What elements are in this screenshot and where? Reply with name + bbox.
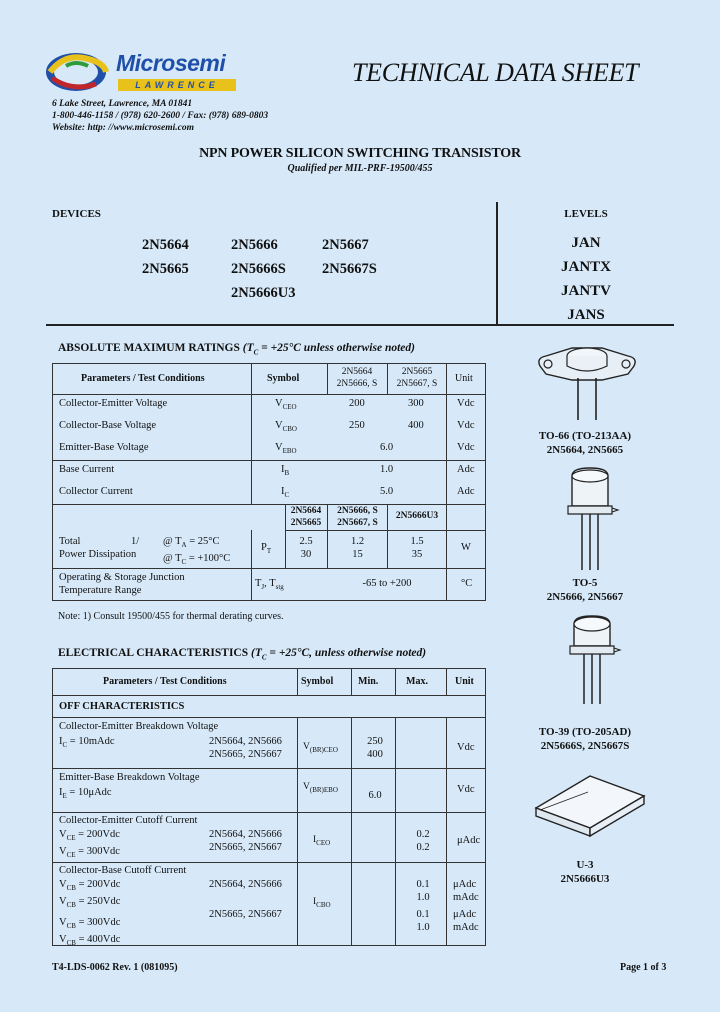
package-name: TO-39 (TO-205AD) <box>538 726 632 738</box>
symbol: $T_J$, $T_{stg}$ <box>255 578 284 592</box>
abs-subhdr-b: 2N5666, S 2N5667, S <box>337 506 378 528</box>
off-characteristics: OFF CHARACTERISTICS <box>59 701 185 712</box>
elec-title-text: ELECTRICAL CHARACTERISTICS <box>58 647 249 659</box>
microsemi-logo-icon <box>44 50 114 94</box>
param-label: Collector-Emitter Breakdown Voltage <box>59 721 219 732</box>
package-name: U-3 <box>576 859 594 871</box>
value-1: 200 <box>349 398 365 409</box>
level-jantx: JANTX <box>560 259 611 275</box>
unit: °C <box>461 578 473 589</box>
to66-package-icon <box>532 338 642 428</box>
logo-sub-text: LAWRENCE <box>135 80 219 90</box>
abs-hdr-unit: Unit <box>455 373 473 384</box>
abs-subhdr-c: 2N5666U3 <box>395 511 439 521</box>
device-col-3 <box>322 233 377 281</box>
unit: Adc <box>457 464 475 475</box>
device-2n5666u3: 2N5666U3 <box>231 285 296 301</box>
min-values: 250 400 <box>367 736 383 760</box>
abs-hdr-symbol: Symbol <box>267 373 300 384</box>
package-name: TO-5 <box>572 577 598 589</box>
package-parts: 2N5666U3 <box>560 873 610 885</box>
values-b: 1.2 15 <box>350 536 365 560</box>
package-to5-label <box>520 576 650 604</box>
symbol: $V_{(BR)EBO}$ <box>303 782 338 794</box>
abs-subhdr-a: 2N5664 2N5665 <box>290 506 322 528</box>
package-to39-label <box>520 725 650 753</box>
values-c: 1.5 35 <box>410 536 424 560</box>
level-jantv: JANTV <box>560 283 611 299</box>
symbol: $P_T$ <box>261 542 272 556</box>
abs-hdr-param: Parameters / Test Conditions <box>81 373 205 384</box>
unit: Adc <box>457 486 475 497</box>
package-u3-label <box>520 858 650 886</box>
device-2n5664: 2N5664 <box>142 237 189 253</box>
symbol: $V_{EBO}$ <box>275 442 297 456</box>
condition: $V_{CB} = 200Vdc$ $V_{CB} = 250Vdc$ $V_{CB} = 300Vdc$ $V_{CB} = 400Vdc$ <box>59 879 121 948</box>
max-values: 0.1 1.0 0.1 1.0 <box>416 879 430 933</box>
devices: 2N5664, 2N5666 2N5665, 2N5667 <box>209 829 282 853</box>
devices-1: 2N5664, 2N5666 <box>209 879 282 890</box>
package-parts: 2N5666S, 2N5667S <box>540 740 630 752</box>
to5-package-icon <box>560 466 620 576</box>
unit: Vdc <box>457 784 475 795</box>
param-label: Base Current <box>59 464 115 475</box>
package-parts: 2N5666, 2N5667 <box>546 591 624 603</box>
value: -65 to +200 <box>362 578 412 589</box>
address-line: 6 Lake Street, Lawrence, MA 01841 <box>52 99 193 109</box>
abs-max-title-text: ABSOLUTE MAXIMUM RATINGS <box>58 342 240 354</box>
unit: W <box>461 542 471 553</box>
symbol: $I_C$ <box>281 486 290 500</box>
devices: 2N5664, 2N5666 2N5665, 2N5667 <box>209 736 282 760</box>
abs-max-cond: ($T_C = +25^\circ C$ unless otherwise noted) <box>242 342 415 357</box>
level-jan: JAN <box>571 235 601 251</box>
condition: $I_C$ = 10mAdc <box>59 736 115 750</box>
note-ref: 1/ <box>131 536 140 547</box>
param-label: Collector-Emitter Voltage <box>59 398 168 409</box>
device-col-2 <box>231 233 295 305</box>
symbol: $V_{CEO}$ <box>275 398 297 412</box>
footer-doc-id: T4-LDS-0062 Rev. 1 (081095) <box>52 962 178 973</box>
qualification: Qualified per MIL-PRF-19500/455 <box>287 163 433 174</box>
device-2n5666s: 2N5666S <box>231 261 286 277</box>
param-label: Emitter-Base Breakdown Voltage <box>59 772 200 783</box>
to39-package-icon <box>562 612 622 712</box>
product-title: NPN POWER SILICON SWITCHING TRANSISTOR <box>199 146 521 161</box>
abs-max-note: Note: 1) Consult 19500/455 for thermal derating curves. <box>58 611 284 622</box>
footer-page: Page 1 of 3 <box>620 962 667 973</box>
units: μAdc mAdc μAdc mAdc <box>453 879 479 933</box>
symbol: $V_{(BR)CEO}$ <box>303 742 338 754</box>
elec-cond: ($T_C = +25^\circ C$, unless otherwise noted) <box>251 647 427 662</box>
abs-max-table <box>52 363 486 601</box>
company-address <box>52 98 268 134</box>
device-2n5665: 2N5665 <box>142 261 189 277</box>
param-label: Collector-Base Voltage <box>59 420 157 431</box>
elec-hdr-min: Min. <box>358 676 379 687</box>
condition: $I_E = 10\mu Adc$ <box>59 787 112 801</box>
logo-name: Microsemi <box>116 50 226 76</box>
level-jans: JANS <box>567 307 605 323</box>
condition: $V_{CE} = 200Vdc$ $V_{CE} = 300Vdc$ <box>59 829 120 860</box>
levels-label: LEVELS <box>564 208 608 220</box>
elec-hdr-max: Max. <box>406 676 428 687</box>
device-2n5667s: 2N5667S <box>322 261 377 277</box>
package-name: TO-66 (TO-213AA) <box>538 430 632 442</box>
abs-max-title <box>58 342 415 356</box>
elec-title <box>58 647 426 661</box>
levels-list <box>536 231 636 327</box>
value: 1.0 <box>380 464 394 475</box>
phone-line: 1-800-446-1158 / (978) 620-2600 / Fax: (978) 689-0803 <box>52 111 269 121</box>
value-2: 300 <box>408 398 424 409</box>
values-a: 2.5 30 <box>299 536 313 560</box>
u3-package-icon <box>530 768 650 840</box>
elec-table <box>52 668 486 946</box>
value-1: 250 <box>349 420 365 431</box>
package-to66-label <box>520 429 650 457</box>
device-2n5666: 2N5666 <box>231 237 278 253</box>
abs-hdr-dev2: 2N5665 2N5667, S <box>396 367 438 389</box>
unit: μAdc <box>457 835 481 846</box>
divider-vertical <box>496 202 498 324</box>
package-parts: 2N5664, 2N5665 <box>546 444 624 456</box>
device-2n5667: 2N5667 <box>322 237 369 253</box>
value: 6.0 <box>380 442 394 453</box>
device-col-1 <box>142 233 189 281</box>
symbol: $I_B$ <box>281 464 290 478</box>
abs-hdr-dev1: 2N5664 2N5666, S <box>336 367 378 389</box>
unit: Vdc <box>457 420 475 431</box>
param-label: Collector-Base Cutoff Current <box>59 865 187 876</box>
param-label: Operating & Storage Junction Temperature Range <box>59 572 185 596</box>
doc-title: TECHNICAL DATA SHEET <box>352 58 639 87</box>
param-label: Collector-Emitter Cutoff Current <box>59 815 198 826</box>
max-values: 0.2 0.2 <box>416 829 430 853</box>
min-value: 6.0 <box>368 790 382 801</box>
devices-2: 2N5665, 2N5667 <box>209 909 282 920</box>
symbol: $V_{CBO}$ <box>275 420 297 434</box>
unit: Vdc <box>457 742 475 753</box>
value-2: 400 <box>408 420 424 431</box>
logo-sub <box>118 79 236 91</box>
logo <box>44 50 244 94</box>
website-line: Website: http: //www.microsemi.com <box>52 123 194 133</box>
devices-label: DEVICES <box>52 208 101 220</box>
symbol: $I_{CBO}$ <box>313 897 331 909</box>
elec-hdr-unit: Unit <box>455 676 474 687</box>
unit: Vdc <box>457 442 475 453</box>
param-label: Total Power Dissipation <box>59 536 137 560</box>
value: 5.0 <box>380 486 394 497</box>
param-label: Collector Current <box>59 486 133 497</box>
condition: @ $T_A = 25^\circ C$ @ $T_C = +100^\circ C$ <box>163 536 231 567</box>
symbol: $I_{CEO}$ <box>313 835 331 847</box>
elec-hdr-symbol: Symbol <box>301 676 334 687</box>
unit: Vdc <box>457 398 475 409</box>
elec-hdr-param: Parameters / Test Conditions <box>103 676 227 687</box>
param-label: Emitter-Base Voltage <box>59 442 149 453</box>
